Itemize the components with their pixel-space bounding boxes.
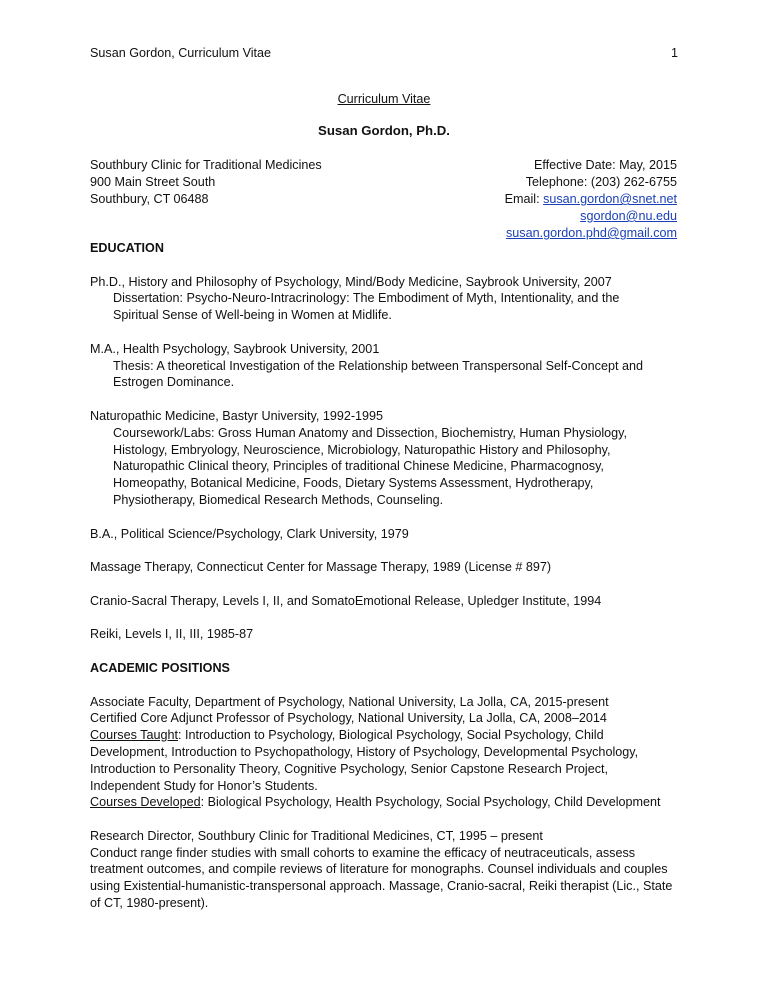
ba-entry: B.A., Political Science/Psychology, Clark University, 1979 <box>90 526 409 541</box>
education-heading: EDUCATION <box>90 241 164 255</box>
email-link-nu[interactable]: sgordon@nu.edu <box>580 209 677 223</box>
telephone: Telephone: (203) 262-6755 <box>525 175 677 189</box>
nd-entry: Naturopathic Medicine, Bastyr University, 1992-1995 <box>90 408 384 423</box>
courses-taught-line: Development, Introduction to Psychopathology, History of Psychology, Developmental Psychology, <box>90 744 639 759</box>
massage-entry: Massage Therapy, Connecticut Center for Massage Therapy, 1989 (License # 897) <box>90 560 552 575</box>
ma-detail: Thesis: A theoretical Investigation of the Relationship between Transpersonal Self-Concept and <box>113 358 643 373</box>
research-line: Research Director, Southbury Clinic for Traditional Medicines, CT, 1995 – present <box>90 828 543 843</box>
position-entry: Associate Faculty, Department of Psychology, National University, La Jolla, CA, 2015-present <box>90 694 609 709</box>
reiki-entry: Reiki, Levels I, II, III, 1985-87 <box>90 627 254 642</box>
position-entry: Certified Core Adjunct Professor of Psychology, National University, La Jolla, CA, 2008–2014 <box>90 711 607 726</box>
nd-detail: Naturopathic Clinical theory, Principles of traditional Chinese Medicine, Pharmacognosy, <box>113 459 604 474</box>
contact-block <box>505 157 677 242</box>
address-line: Southbury, CT 06488 <box>90 192 209 206</box>
phd-detail: Dissertation: Psycho-Neuro-Intracrinology: The Embodiment of Myth, Intentionality, and the <box>113 291 620 306</box>
address-line: Southbury Clinic for Traditional Medicines <box>90 158 322 172</box>
courses-taught-label: Courses Taught <box>90 728 178 743</box>
address-line: 900 Main Street South <box>90 175 216 189</box>
nd-detail: Physiotherapy, Biomedical Research Methods, Counseling. <box>113 492 444 507</box>
ma-detail: Estrogen Dominance. <box>113 375 235 390</box>
email-link-snet[interactable]: susan.gordon@snet.net <box>543 192 677 206</box>
courses-taught-line: Introduction to Personality Theory, Cognitive Psychology, Senior Capstone Research Project, <box>90 761 609 776</box>
courses-developed-text: : Biological Psychology, Health Psychology, Social Psychology, Child Development <box>200 795 661 810</box>
research-line: of CT, 1980-present). <box>90 896 209 911</box>
running-title: Susan Gordon, Curriculum Vitae <box>90 46 272 60</box>
nd-detail: Homeopathy, Botanical Medicine, Foods, Dietary Systems Assessment, Hydrotherapy, <box>113 476 594 491</box>
courses-taught-line: Independent Study for Honor’s Students. <box>90 778 318 793</box>
nd-detail: Histology, Embryology, Neuroscience, Microbiology, Naturopathic History and Philosophy, <box>113 442 611 457</box>
academic-heading: ACADEMIC POSITIONS <box>90 660 230 675</box>
address-block <box>90 157 322 208</box>
email-link-gmail[interactable]: susan.gordon.phd@gmail.com <box>506 226 677 240</box>
ma-entry: M.A., Health Psychology, Saybrook University, 2001 <box>90 341 380 356</box>
email-label: Email: <box>504 192 544 206</box>
cranio-entry: Cranio-Sacral Therapy, Levels I, II, and SomatoEmotional Release, Upledger Institute, 1994 <box>90 593 602 608</box>
running-header <box>90 46 678 60</box>
email-row <box>505 191 677 208</box>
research-line: treatment outcomes, and compile reviews of literature for monographs. Counsel individuals and couples <box>90 862 668 877</box>
courses-taught-text: : Introduction to Psychology, Biological Psychology, Social Psychology, Child <box>177 728 604 743</box>
courses-developed-label: Courses Developed <box>90 795 201 810</box>
phd-entry: Ph.D., History and Philosophy of Psychology, Mind/Body Medicine, Saybrook University, 2007 <box>90 274 612 289</box>
phd-detail: Spiritual Sense of Well-being in Women at Midlife. <box>113 308 392 323</box>
nd-detail: Coursework/Labs: Gross Human Anatomy and Dissection, Biochemistry, Human Physiology, <box>113 425 627 440</box>
document-title: Curriculum Vitae <box>337 92 431 106</box>
page-number: 1 <box>670 46 678 60</box>
author-name: Susan Gordon, Ph.D. <box>318 123 450 138</box>
courses-developed <box>90 794 690 811</box>
cv-body <box>90 240 690 912</box>
research-line: using Existential-humanistic-transpersonal approach. Massage, Cranio-sacral, Reiki therapist (Lic., State <box>90 879 673 894</box>
research-line: Conduct range finder studies with small cohorts to examine the efficacy of neutraceuticals, assess <box>90 845 636 860</box>
courses-taught <box>90 727 690 744</box>
effective-date: Effective Date: May, 2015 <box>533 158 677 172</box>
